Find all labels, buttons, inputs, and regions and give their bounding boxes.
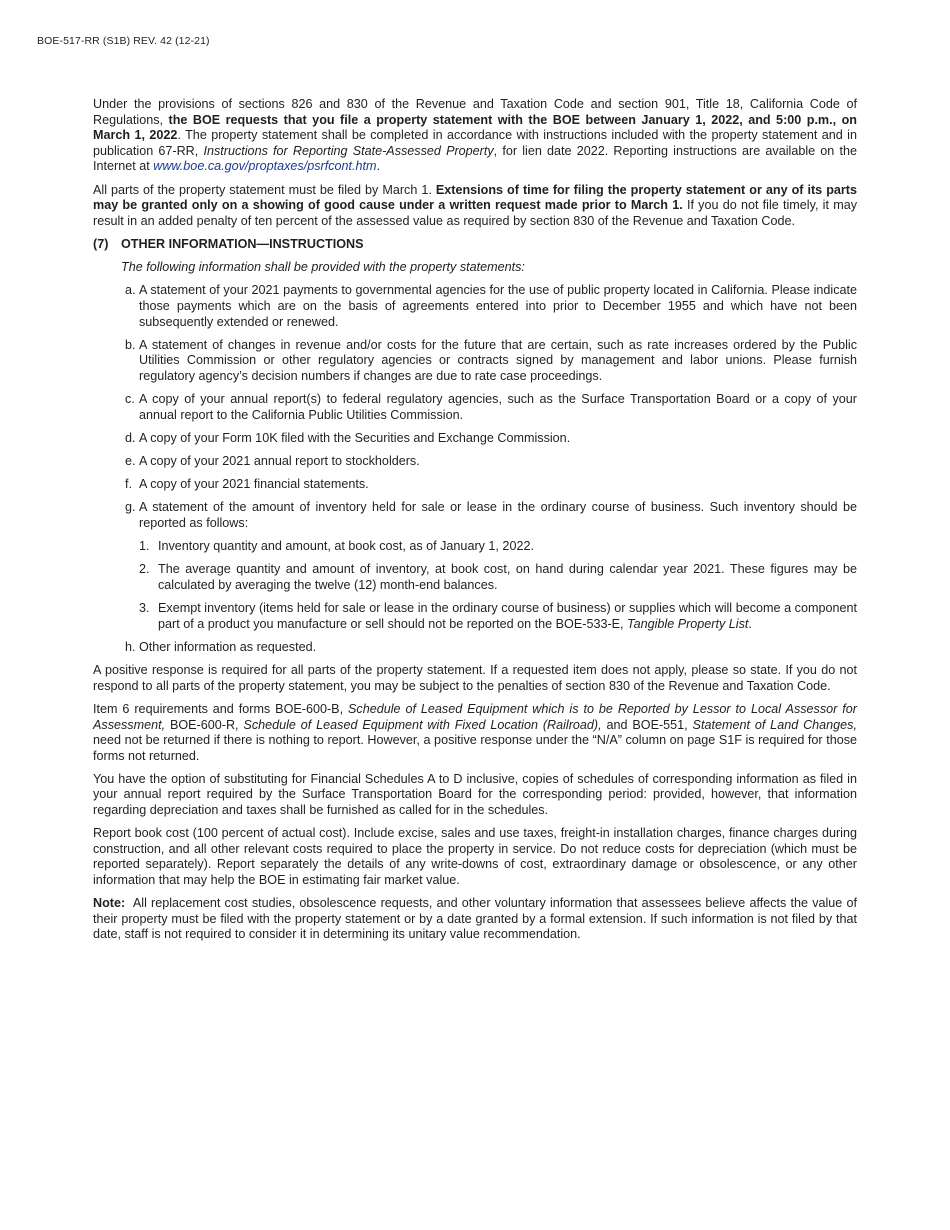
form-title: Tangible Property List	[627, 616, 749, 631]
section-number: (7)	[93, 236, 109, 251]
list-item-g: g. A statement of the amount of inventory held for sale or lease in the ordinary course of business. Such inventory should be reported as follows:	[125, 500, 857, 530]
document-body	[93, 97, 861, 951]
instructions-link[interactable]: www.boe.ca.gov/proptaxes/psrfcont.htm	[153, 159, 377, 174]
list-item-b: b. A statement of changes in revenue and/or costs for the future that are certain, such as rate increases ordered by the Public Utilities Commission or other regulatory agencies or contracts signed by management and labor unions. Please furnish regulatory agency’s decision numbers if changes are due to rate case proceedings.	[125, 337, 857, 383]
publication-title: Instructions for Reporting State-Assessed Property	[203, 143, 494, 158]
intro-paragraph-2: All parts of the property statement must be filed by March 1. Extensions of time for filing the property statement or any of its parts may be granted only on a showing of good cause under a written request made prior to March 1. If you do not file timely, it may result in an added penalty of ten percent of the assessed value as required by section 830 of the Revenue and Taxation Code.	[93, 182, 857, 228]
sub-item-2: 2. The average quantity and amount of inventory, at book cost, on hand during calendar year 2021. These figures may be calculated by averaging the twelve (12) month-end balances.	[139, 562, 857, 592]
section-7-heading	[93, 237, 857, 253]
closing-paragraph-4: Report book cost (100 percent of actual cost). Include excise, sales and use taxes, freight-in installation charges, finance charges during construction, and all other relevant costs required to place the property in service. Do not reduce costs for depreciation (which must be reported separately). Report separately the details of any write-downs of cost, extraordinary damage or obsolescence, or any other information that may help the BOE in estimating fair market value.	[93, 826, 857, 888]
sub-item-3: 3. Exempt inventory (items held for sale or lease in the ordinary course of business) or supplies which will become a component part of a product you manufacture or sell should not be reported on the BOE-533-E, Tangible Property List.	[139, 601, 857, 631]
intro-paragraph-1: Under the provisions of sections 826 and 830 of the Revenue and Taxation Code and section 901, Title 18, California Code of Regulations, the BOE requests that you file a property statement with the BOE between January 1, 2022, and 5:00 p.m., on March 1, 2022. The property statement shall be completed in accordance with instructions included with the property statement and in publication 67-RR, Instructions for Reporting State-Assessed Property, for lien date 2022. Reporting instructions are available on the Internet at www.boe.ca.gov/proptaxes/psrfcont.htm.	[93, 97, 857, 174]
note-label: Note:	[93, 896, 126, 911]
filing-period-text: the BOE requests that you file a property statement with the BOE between January 1, 2022, and 5:00 p.m., on March 1, 2022	[93, 112, 857, 143]
closing-paragraph-3: You have the option of substituting for Financial Schedules A to D inclusive, copies of schedules of corresponding information as filed in your annual report required by the Surface Transportation Board for the corresponding period: provided, however, that information regarding depreciation and taxes shall be furnished as called for in the schedules.	[93, 771, 857, 818]
list-item-a: a. A statement of your 2021 payments to governmental agencies for the use of public property located in California. Please indicate those payments which are on the basis of agreements entered into prior to December 1955 and which have not been subsequently extended or renewed.	[125, 283, 857, 329]
list-item-d: d. A copy of your Form 10K filed with the Securities and Exchange Commission.	[125, 430, 571, 445]
section-7-intro: The following information shall be provided with the property statements:	[121, 260, 525, 275]
extension-text: Extensions of time for filing the property statement or any of its parts may be granted only on a showing of good cause under a written request made prior to March 1.	[93, 182, 857, 213]
list-item-e: e. A copy of your 2021 annual report to stockholders.	[125, 454, 420, 469]
sub-item-1: 1. Inventory quantity and amount, at book cost, as of January 1, 2022.	[139, 539, 534, 554]
list-item-h: h. Other information as requested.	[125, 639, 317, 654]
list-item-f: f. A copy of your 2021 financial statements.	[125, 477, 369, 492]
closing-paragraph-1: A positive response is required for all parts of the property statement. If a requested item does not apply, please so state. If you do not respond to all parts of the property statement, you may be subject to the penalties of section 830 of the Revenue and Taxation Code.	[93, 663, 857, 693]
note-paragraph: Note: All replacement cost studies, obsolescence requests, and other voluntary information that assessees believe affects the value of their property must be filed with the property statement or by a date granted by a formal extension. If such information is not filed by that date, staff is not required to consider it in determining its unitary value recommendation.	[93, 896, 861, 942]
closing-paragraph-2: Item 6 requirements and forms BOE-600-B, Schedule of Leased Equipment which is to be Reported by Lessor to Local Assessor for Assessment, BOE-600-R, Schedule of Leased Equipment with Fixed Location (Railroad), and BOE-551, Statement of Land Changes, need not be returned if there is nothing to report. However, a positive response under the “N/A” column on page S1F is required for those forms not returned.	[93, 701, 857, 763]
section-title: OTHER INFORMATION—INSTRUCTIONS	[121, 236, 364, 251]
list-item-c: c. A copy of your annual report(s) to federal regulatory agencies, such as the Surface Transportation Board or a copy of your annual report to the California Public Utilities Commission.	[125, 392, 857, 422]
form-id: BOE-517-RR (S1B) REV. 42 (12-21)	[37, 35, 210, 47]
